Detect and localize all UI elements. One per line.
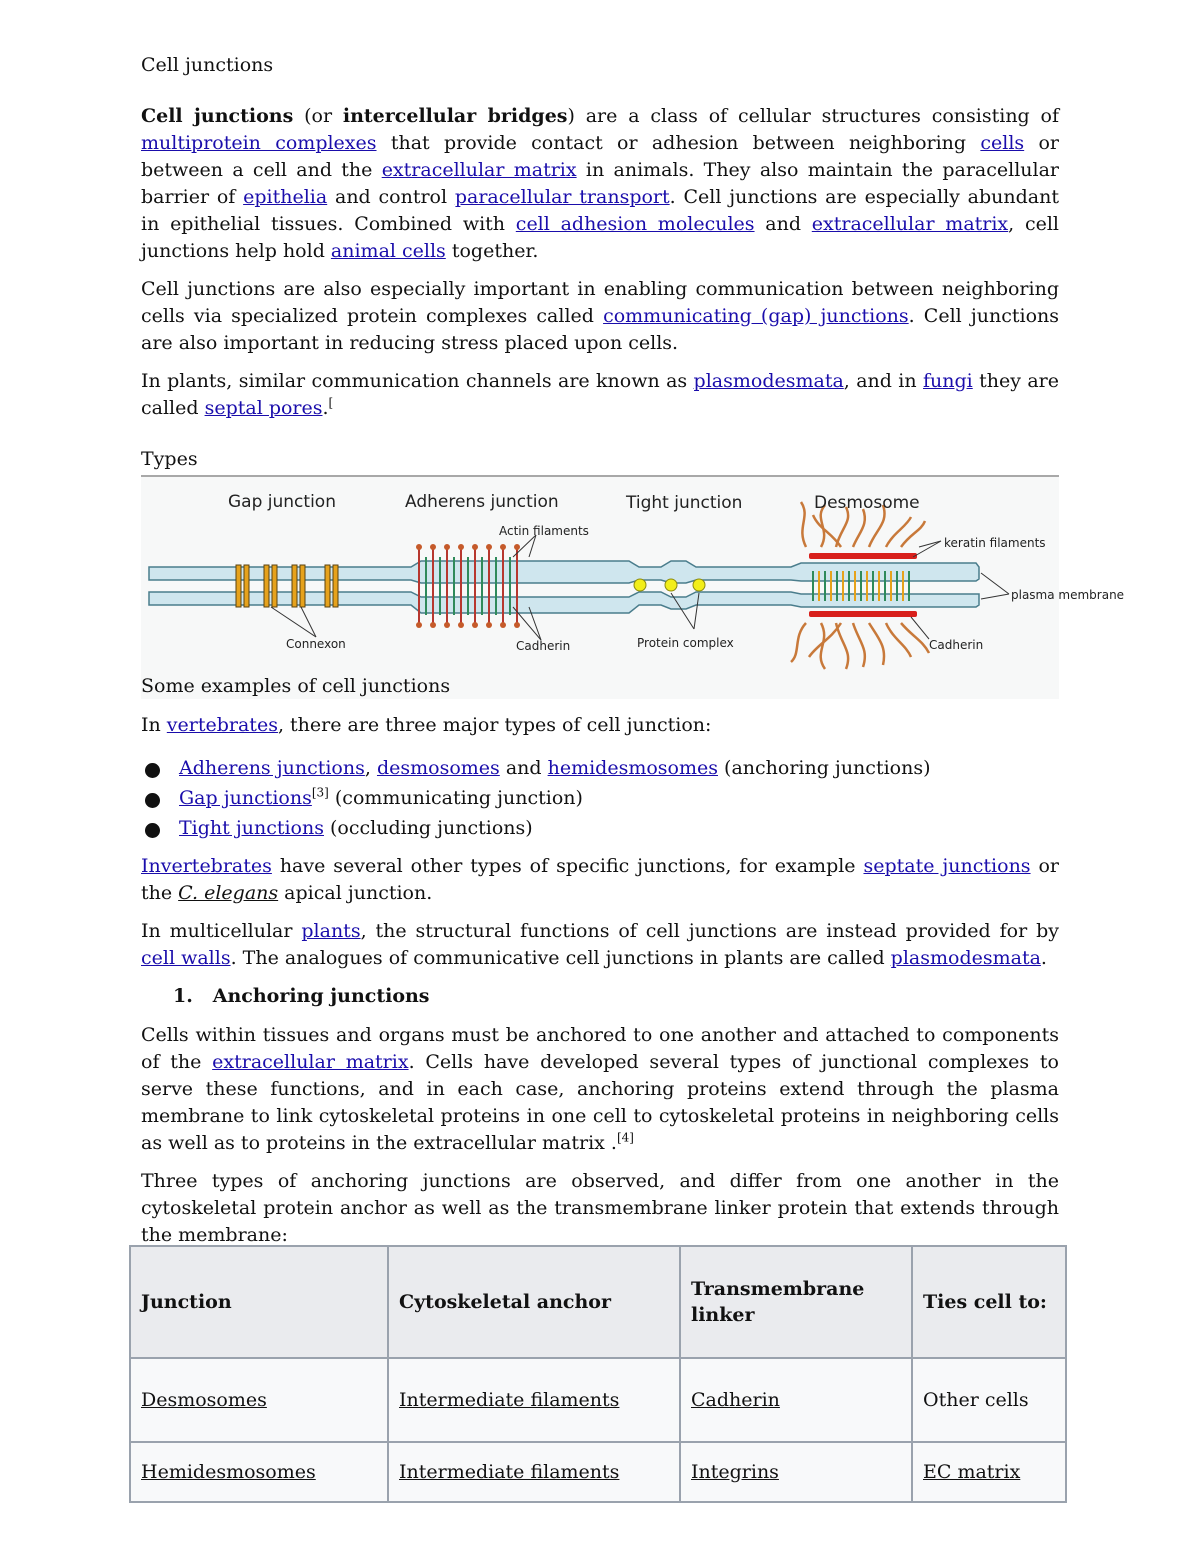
link-communicating-junctions[interactable]: communicating (gap) junctions xyxy=(603,305,909,327)
link-hemidesmosomes[interactable]: hemidesmosomes xyxy=(547,757,718,779)
link-fungi[interactable]: fungi xyxy=(923,370,973,392)
bullet-icon xyxy=(145,763,160,778)
table-row xyxy=(130,1442,1066,1502)
link-c-elegans[interactable]: C. elegans xyxy=(178,882,279,904)
link-intermediate-filaments-2[interactable]: Intermediate filaments xyxy=(399,1461,620,1483)
tight-junction-label: Tight junction xyxy=(626,493,743,513)
link-animal-cells[interactable]: animal cells xyxy=(330,240,446,262)
link-extracellular-matrix-2[interactable]: extracellular matrix xyxy=(811,213,1009,235)
connexon-label: Connexon xyxy=(286,637,346,651)
keratin-filaments-label: keratin filaments xyxy=(944,536,1046,550)
text: and control xyxy=(327,186,455,208)
tight-proteins xyxy=(634,579,705,591)
diagram-svg xyxy=(141,477,1125,699)
text: (communicating junction) xyxy=(328,787,583,809)
plants-paragraph xyxy=(141,368,1059,422)
text: in animals. They also maintain the paracellular barrier of xyxy=(141,159,1059,208)
bold-term: intercellular bridges xyxy=(342,105,568,127)
text: and xyxy=(754,213,812,235)
table-header-cell: Ties cell to: xyxy=(912,1246,1066,1358)
plants-walls-paragraph xyxy=(141,918,1059,972)
link-plants[interactable]: plants xyxy=(301,920,361,942)
section-number: 1. xyxy=(173,985,193,1007)
plasma-membrane-label: plasma membrane xyxy=(1011,588,1125,602)
types-heading: Types xyxy=(141,448,198,470)
bold-term: Cell junctions xyxy=(141,105,294,127)
link-cadherin[interactable]: Cadherin xyxy=(691,1389,780,1411)
text: Cell junctions are also especially important in enabling communication between neighboring cells via specialized protein complexes called xyxy=(141,278,1059,327)
text: Cells within tissues and organs must be anchored to one another and attached to components of the xyxy=(141,1024,1059,1073)
text: ) are a class of cellular structures consisting of xyxy=(567,105,1060,127)
text: (or xyxy=(293,105,343,127)
link-vertebrates[interactable]: vertebrates xyxy=(166,714,278,736)
link-desmosomes-cell[interactable]: Desmosomes xyxy=(141,1389,267,1411)
link-hemidesmosomes-cell[interactable]: Hemidesmosomes xyxy=(141,1461,316,1483)
text: . The analogues of communicative cell junctions in plants are called xyxy=(230,947,891,969)
link-intermediate-filaments[interactable]: Intermediate filaments xyxy=(399,1389,620,1411)
link-gap-junctions[interactable]: Gap junctions xyxy=(179,787,312,809)
table-header-cell: Cytoskeletal anchor xyxy=(388,1246,680,1358)
intro-paragraph xyxy=(141,103,1059,265)
link-cell-adhesion-molecules[interactable]: cell adhesion molecules xyxy=(515,213,755,235)
text: or between a cell and the xyxy=(141,132,1059,181)
section-title: Anchoring junctions xyxy=(212,985,430,1007)
communication-paragraph xyxy=(141,276,1059,357)
table-cell xyxy=(130,1442,388,1502)
citation[interactable]: [4] xyxy=(616,1130,634,1145)
desmosome-label: Desmosome xyxy=(814,493,920,513)
text: together. xyxy=(445,240,539,262)
link-cells[interactable]: cells xyxy=(980,132,1025,154)
text: In multicellular xyxy=(141,920,302,942)
link-extracellular-matrix-3[interactable]: extracellular matrix xyxy=(212,1051,409,1073)
table-cell xyxy=(130,1358,388,1442)
text: have several other types of specific junctions, for example xyxy=(271,855,864,877)
link-septal-pores[interactable]: septal pores xyxy=(204,397,323,419)
section-heading xyxy=(173,983,1059,1010)
cadherin-adherens-label: Cadherin xyxy=(516,639,571,653)
protein-complex-label: Protein complex xyxy=(637,636,734,650)
link-cell-walls[interactable]: cell walls xyxy=(141,947,231,969)
cadherin-desmosome-label: Cadherin xyxy=(929,638,984,652)
table-header-row xyxy=(130,1246,1066,1358)
link-extracellular-matrix[interactable]: extracellular matrix xyxy=(381,159,577,181)
bullet-icon xyxy=(145,793,160,808)
anchoring-types-paragraph: Three types of anchoring junctions are observed, and differ from one another in the cytoskeletal protein anchor as well as the transmembrane linker protein that extends through the membrane: xyxy=(141,1170,1059,1246)
table-cell xyxy=(388,1442,680,1502)
list-item xyxy=(141,753,1059,783)
text: and xyxy=(499,757,548,779)
link-epithelia[interactable]: epithelia xyxy=(243,186,328,208)
adherens-junction-label: Adherens junction xyxy=(405,492,559,512)
list-item xyxy=(141,813,1059,843)
table-row xyxy=(130,1358,1066,1442)
text: , and in xyxy=(843,370,923,392)
text: . Cell junctions are also important in reducing stress placed upon cells. xyxy=(141,305,1059,354)
list-item xyxy=(141,783,1059,813)
link-integrins[interactable]: Integrins xyxy=(691,1461,779,1483)
anchoring-junctions-table xyxy=(129,1245,1067,1503)
anchoring-paragraph xyxy=(141,1022,1059,1157)
table-cell xyxy=(912,1442,1066,1502)
link-invertebrates[interactable]: Invertebrates xyxy=(141,855,272,877)
text: , xyxy=(364,757,377,779)
figure-caption: Some examples of cell junctions xyxy=(141,675,451,697)
link-septate-junctions[interactable]: septate junctions xyxy=(863,855,1031,877)
citation[interactable]: [ xyxy=(328,395,334,410)
link-desmosomes[interactable]: desmosomes xyxy=(376,757,500,779)
invertebrates-paragraph xyxy=(141,853,1059,907)
text: they are called xyxy=(141,370,1059,419)
actin-filaments-label: Actin filaments xyxy=(499,524,589,538)
table-header-cell: Junction xyxy=(130,1246,388,1358)
link-plasmodesmata[interactable]: plasmodesmata xyxy=(693,370,844,392)
connexon-pointer xyxy=(271,607,316,637)
text: (anchoring junctions) xyxy=(718,757,931,779)
text: (occluding junctions) xyxy=(323,817,533,839)
table-cell xyxy=(680,1442,912,1502)
gap-junction-label: Gap junction xyxy=(228,492,336,512)
text: . xyxy=(1040,947,1047,969)
cell-junction-diagram xyxy=(141,477,1125,699)
bullet-icon xyxy=(145,823,160,838)
link-multiprotein-complexes[interactable]: multiprotein complexes xyxy=(141,132,377,154)
text: apical junction. xyxy=(278,882,433,904)
text: . xyxy=(322,397,329,419)
text: In plants, similar communication channels are known as xyxy=(141,370,694,392)
table-cell xyxy=(388,1358,680,1442)
text: . Cells have developed several types of junctional complexes to serve these functions, and in each case, anchoring proteins extend through the plasma membrane to link cytoskeletal proteins in one cell to cytoskeletal proteins in neighboring cells as well as to proteins in the extracellular matrix . xyxy=(141,1051,1059,1154)
text: In xyxy=(141,714,167,736)
table-header-cell: Transmembrane linker xyxy=(680,1246,912,1358)
document-title: Cell junctions xyxy=(141,54,274,76)
citation[interactable]: [3] xyxy=(311,785,329,800)
table-cell: Other cells xyxy=(912,1358,1066,1442)
text: , the structural functions of cell junctions are instead provided for by xyxy=(360,920,1059,942)
link-ec-matrix[interactable]: EC matrix xyxy=(923,1461,1021,1483)
table-cell xyxy=(680,1358,912,1442)
document-body xyxy=(141,52,1125,1249)
link-adherens-junctions[interactable]: Adherens junctions xyxy=(179,757,365,779)
link-tight-junctions[interactable]: Tight junctions xyxy=(179,817,324,839)
junction-types-list xyxy=(141,753,1059,843)
text: that provide contact or adhesion between neighboring xyxy=(376,132,981,154)
text: . Cell junctions are especially abundant in epithelial tissues. Combined with xyxy=(141,186,1060,235)
link-paracellular-transport[interactable]: paracellular transport xyxy=(454,186,670,208)
text: , cell junctions help hold xyxy=(141,213,1059,262)
link-plasmodesmata-2[interactable]: plasmodesmata xyxy=(890,947,1041,969)
vertebrates-paragraph xyxy=(141,712,1059,739)
text: , there are three major types of cell junction: xyxy=(277,714,712,736)
desmosome-pointers xyxy=(911,541,1009,639)
text: or the xyxy=(141,855,1060,904)
